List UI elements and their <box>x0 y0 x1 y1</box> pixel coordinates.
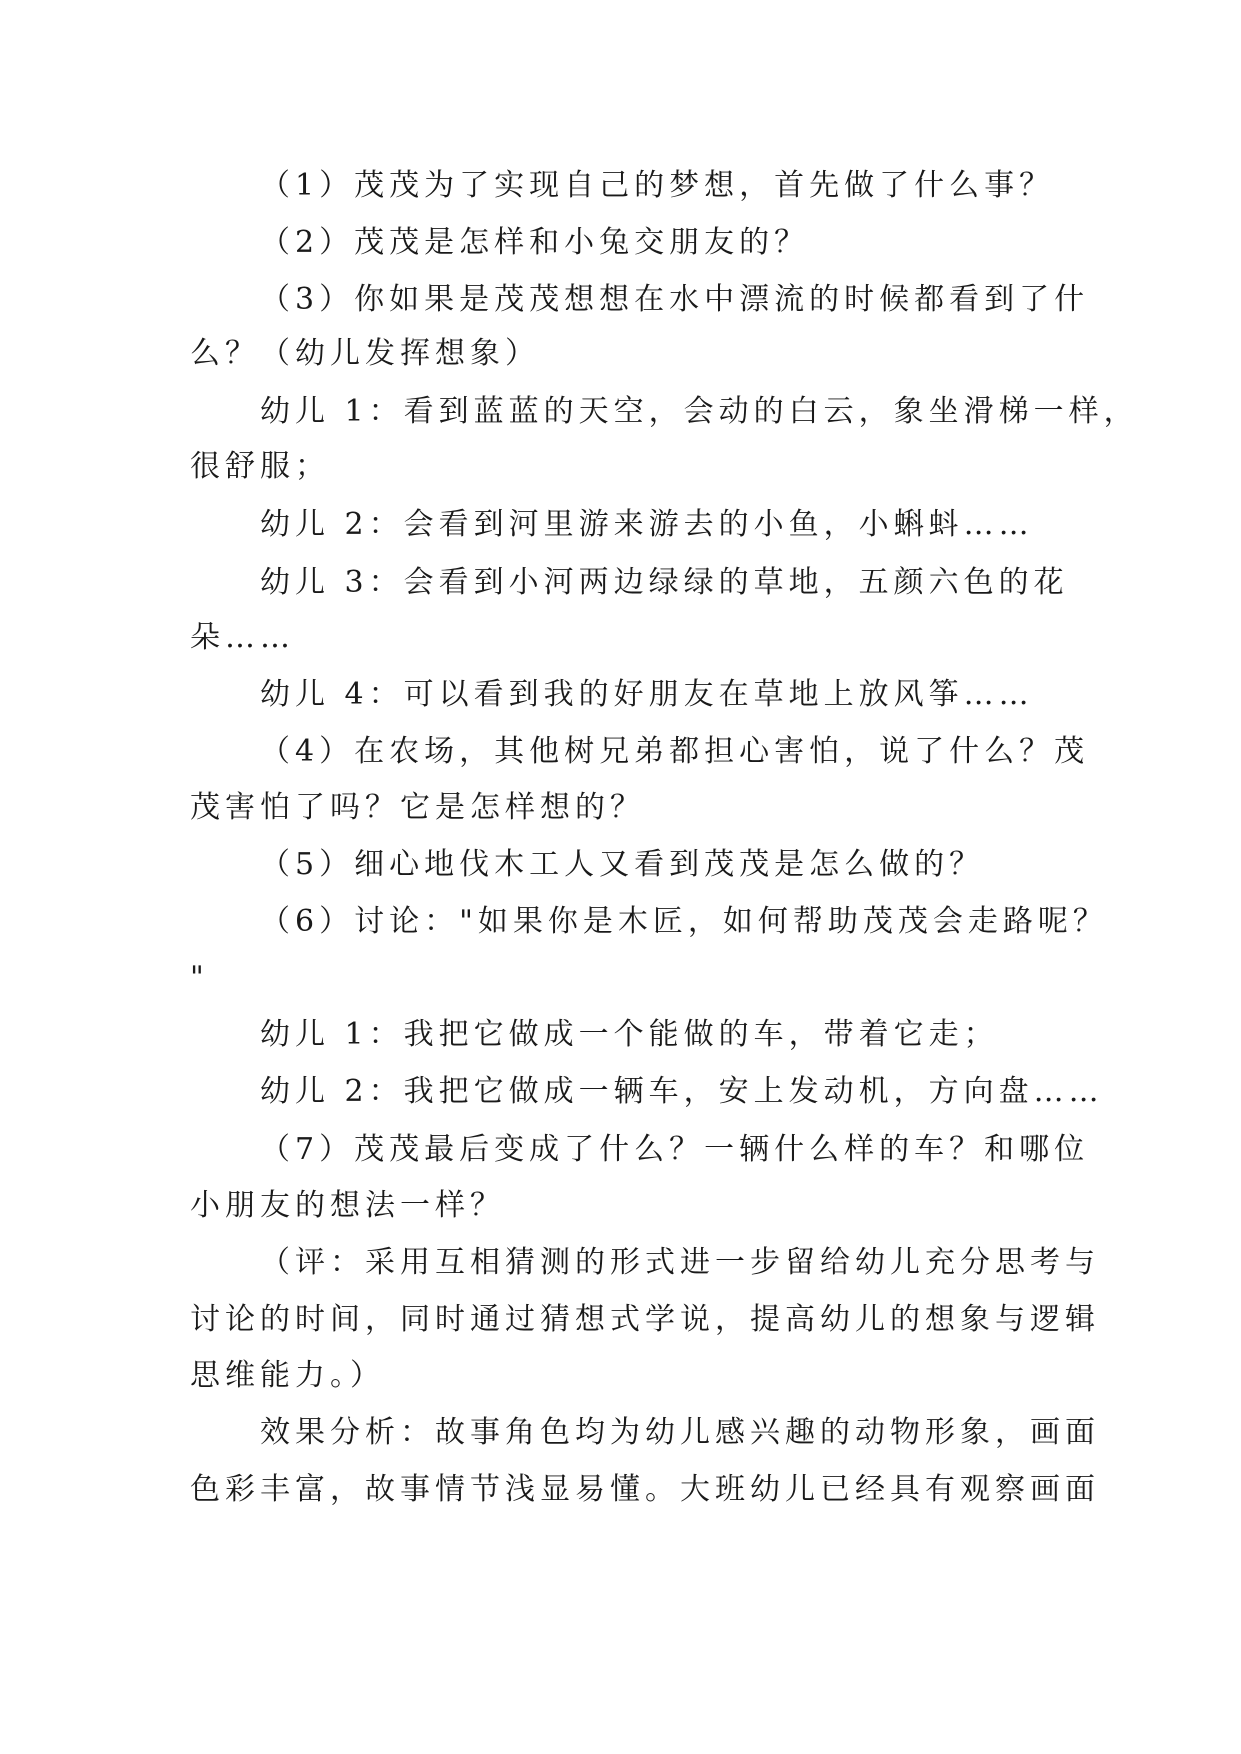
paragraph-line: （5）细心地伐木工人又看到茂茂是怎么做的？ <box>260 847 985 882</box>
paragraph-line: 朵…… <box>190 620 295 655</box>
paragraph-line: 茂害怕了吗？它是怎样想的？ <box>190 790 645 825</box>
paragraph-line: " <box>190 960 209 995</box>
paragraph-line: 小朋友的想法一样？ <box>190 1188 505 1223</box>
paragraph-line: 幼儿 3：会看到小河两边绿绿的草地，五颜六色的花 <box>260 565 1069 600</box>
paragraph-line: 思维能力。） <box>190 1358 385 1393</box>
paragraph-line: （评：采用互相猜测的形式进一步留给幼儿充分思考与 <box>260 1245 1100 1280</box>
paragraph-line: 色彩丰富，故事情节浅显易懂。大班幼儿已经具有观察画面 <box>190 1472 1100 1507</box>
paragraph-line: 讨论的时间，同时通过猜想式学说，提高幼儿的想象与逻辑 <box>190 1302 1100 1337</box>
paragraph-line: 很舒服； <box>190 449 330 484</box>
paragraph-line: 效果分析：故事角色均为幼儿感兴趣的动物形象，画面 <box>260 1415 1100 1450</box>
paragraph-line: （1）茂茂为了实现自己的梦想，首先做了什么事？ <box>260 168 1055 203</box>
paragraph-line: （3）你如果是茂茂想想在水中漂流的时候都看到了什 <box>260 282 1090 317</box>
paragraph-line: （2）茂茂是怎样和小兔交朋友的？ <box>260 225 810 260</box>
paragraph-line: 幼儿 2：会看到河里游来游去的小鱼，小蝌蚪…… <box>260 507 1034 542</box>
paragraph-line: 幼儿 1：看到蓝蓝的天空，会动的白云，象坐滑梯一样， <box>260 394 1139 429</box>
paragraph-line: 幼儿 1：我把它做成一个能做的车，带着它走； <box>260 1017 999 1052</box>
paragraph-line: 幼儿 2：我把它做成一辆车，安上发动机，方向盘…… <box>260 1074 1104 1109</box>
paragraph-line: 幼儿 4：可以看到我的好朋友在草地上放风筝…… <box>260 677 1034 712</box>
paragraph-line: 么？（幼儿发挥想象） <box>190 336 540 371</box>
paragraph-line: （4）在农场，其他树兄弟都担心害怕，说了什么？茂 <box>260 734 1090 769</box>
paragraph-line: （7）茂茂最后变成了什么？一辆什么样的车？和哪位 <box>260 1132 1090 1167</box>
paragraph-line: （6）讨论："如果你是木匠，如何帮助茂茂会走路呢？ <box>260 904 1108 939</box>
